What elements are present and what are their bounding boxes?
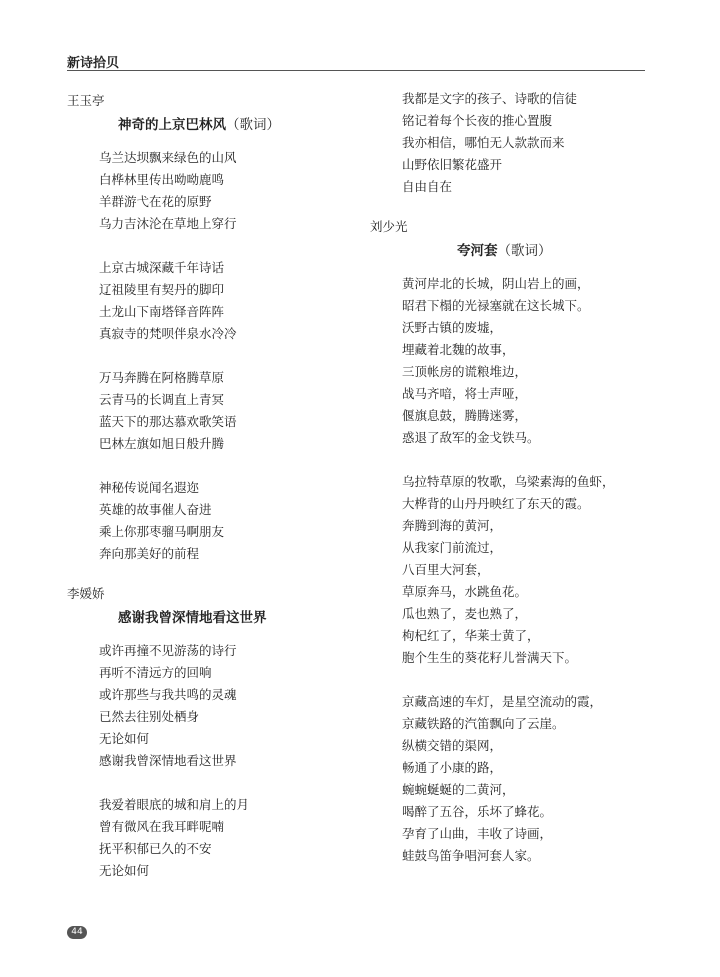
poem-line: 蜿蜿蜒蜒的二黄河，: [402, 782, 515, 797]
poem-line: 大桦背的山丹丹映红了东天的霞。: [402, 496, 590, 511]
poem-line: 乌拉特草原的牧歌，乌梁素海的鱼虾，: [402, 474, 615, 489]
poem-line: 奔向那美好的前程: [99, 546, 200, 561]
poem-line: 上京古城深藏千年诗话: [99, 260, 225, 275]
poem-author: 刘少光: [370, 219, 408, 234]
left-column: [67, 90, 367, 882]
section-title: 新诗拾贝: [67, 56, 120, 71]
poem-line: 或许那些与我共鸣的灵魂: [99, 687, 237, 702]
poem-line: 孕育了山曲，丰收了诗画，: [402, 826, 553, 841]
stanza: [370, 88, 660, 198]
poem-line: 抚平积郁已久的不安: [99, 841, 212, 856]
stanza: [67, 477, 367, 565]
stanza: [370, 691, 660, 867]
stanza: [370, 273, 660, 449]
poem-title-note: （歌词）: [226, 117, 280, 133]
poem-line: 已然去往别处栖身: [99, 709, 200, 724]
poem: [67, 583, 367, 882]
poem-line: 京藏铁路的汽笛飘向了云崖。: [402, 716, 565, 731]
poem-line: 曾有微风在我耳畔呢喃: [99, 819, 225, 834]
poem-line: 或许再撞不见游荡的诗行: [99, 643, 237, 658]
poem-line: 无论如何: [99, 863, 150, 878]
poem-line: 埋藏着北魏的故事，: [402, 342, 515, 357]
poem-title-text: 神奇的上京巴林风: [118, 117, 226, 133]
poem-title-text: 夸河套: [457, 243, 498, 259]
poem-line: 我都是文字的孩子、诗歌的信徒: [402, 91, 578, 106]
poem-line: 从我家门前流过，: [402, 540, 503, 555]
poem-line: 乌兰达坝飘来绿色的山风: [99, 150, 237, 165]
section-header: [67, 50, 645, 71]
poem-line: 京藏高速的车灯，是星空流动的霞，: [402, 694, 603, 709]
poem-line: 黄河岸北的长城，阴山岩上的画，: [402, 276, 590, 291]
poem-line: 感谢我曾深情地看这世界: [99, 753, 237, 768]
stanza: [67, 257, 367, 345]
poem-line: 瓜也熟了，麦也熟了，: [402, 606, 528, 621]
poem-title: [67, 112, 367, 138]
poem-line: 乘上你那枣骝马啊朋友: [99, 524, 225, 539]
poem-title-note: （歌词）: [497, 243, 552, 259]
poem-line: 喝醉了五谷，乐坏了蜂花。: [402, 804, 553, 819]
page-number: 44: [67, 926, 87, 939]
poem-line: 纵横交错的渠网，: [402, 738, 503, 753]
poem-line: 真寂寺的梵呗伴泉水冷冷: [99, 326, 237, 341]
poem-line: 蓝天下的那达慕欢歌笑语: [99, 414, 237, 429]
poem-line: 山野依旧繁花盛开: [402, 157, 503, 172]
poem-line: 惑退了敌军的金戈铁马。: [402, 430, 540, 445]
poem-line: 白桦林里传出呦呦鹿鸣: [99, 172, 225, 187]
poem-line: 蛙鼓鸟笛争唱河套人家。: [402, 848, 540, 863]
poem-line: 土龙山下南塔铎音阵阵: [99, 304, 225, 319]
poem-line: 神秘传说闻名遐迩: [99, 480, 200, 495]
poem-line: 铭记着每个长夜的推心置腹: [402, 113, 553, 128]
poem-line: 奔腾到海的黄河，: [402, 518, 503, 533]
poem: [67, 90, 367, 565]
poem-line: 乌力吉沐沦在草地上穿行: [99, 216, 237, 231]
poem-line: 英雄的故事催人奋进: [99, 502, 212, 517]
poem-line: 自由自在: [402, 179, 453, 194]
poem-line: 昭君下榻的光禄塞就在这长城下。: [402, 298, 590, 313]
poem-title-text: 感谢我曾深情地看这世界: [118, 610, 267, 626]
stanza: [370, 471, 660, 669]
stanza: [67, 640, 367, 772]
poem: [370, 216, 660, 867]
poem-line: 战马齐喑，将士声哑，: [402, 386, 528, 401]
poem-line: 羊群游弋在花的原野: [99, 194, 212, 209]
poem-line: 偃旗息鼓，腾腾迷雾，: [402, 408, 528, 423]
poem-line: 再听不清远方的回响: [99, 665, 212, 680]
poem-line: 枸杞红了，华莱士黄了，: [402, 628, 540, 643]
poem-author: 李媛娇: [67, 586, 105, 601]
poem-line: 畅通了小康的路，: [402, 760, 503, 775]
poem-line: 巴林左旗如旭日般升腾: [99, 436, 225, 451]
poem-line: 沃野古镇的废墟，: [402, 320, 503, 335]
right-column: [370, 88, 660, 867]
poem-line: 八百里大河套，: [402, 562, 490, 577]
poem-title: [370, 238, 660, 264]
poem-line: 辽祖陵里有契丹的脚印: [99, 282, 225, 297]
poem-line: 草原奔马，水跳鱼花。: [402, 584, 528, 599]
poem-line: 胞个生生的葵花籽儿誉满天下。: [402, 650, 578, 665]
poem-line: 云青马的长调直上青冥: [99, 392, 225, 407]
stanza: [67, 147, 367, 235]
poem-continuation: [370, 88, 660, 198]
poem-line: 我爱着眼底的城和肩上的月: [99, 797, 250, 812]
stanza: [67, 367, 367, 455]
stanza: [67, 794, 367, 882]
poem-title: [67, 605, 367, 631]
poem-line: 万马奔腾在阿格腾草原: [99, 370, 225, 385]
poem-line: 无论如何: [99, 731, 150, 746]
poem-author: 王玉亭: [67, 93, 105, 108]
poem-line: 三顶帐房的谎粮堆边，: [402, 364, 528, 379]
poem-line: 我亦相信，哪怕无人款款而来: [402, 135, 565, 150]
